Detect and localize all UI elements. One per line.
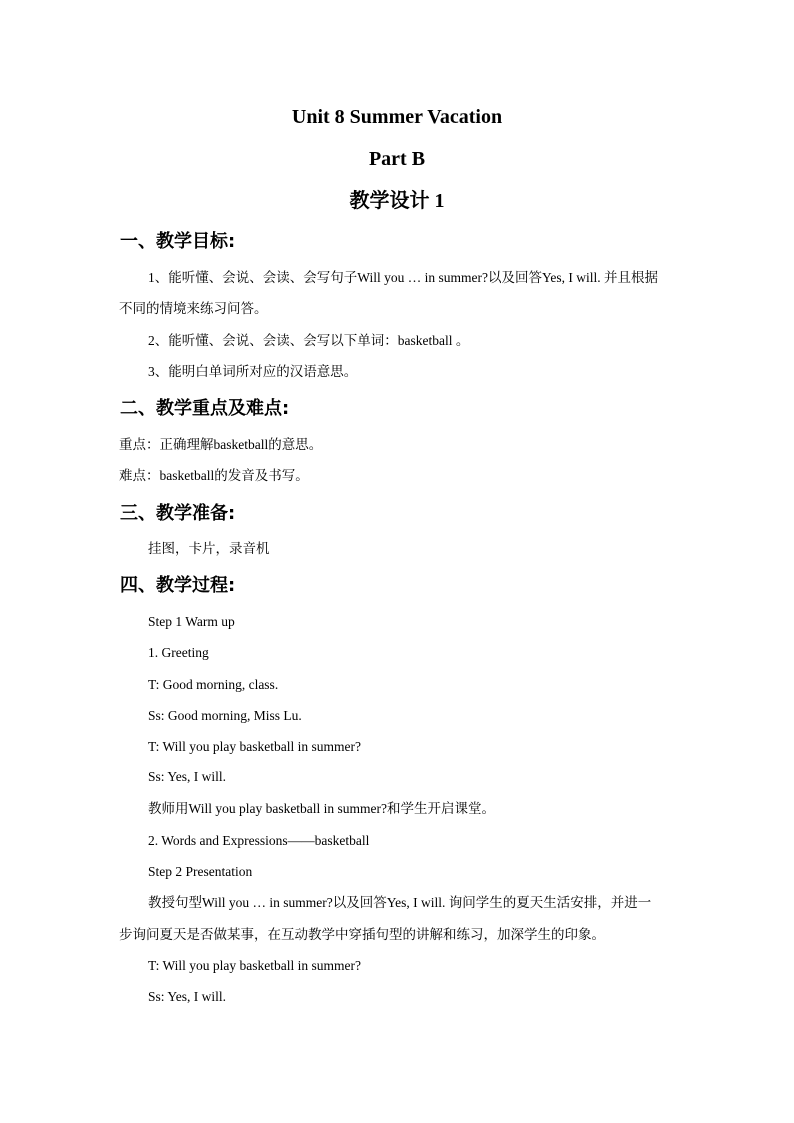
process-line: Step 1 Warm up [148,614,235,629]
process-line: T: Will you play basketball in summer? [148,739,361,754]
process-line: Ss: Yes, I will. [148,769,227,784]
process-line: 1. Greeting [148,645,209,660]
process-line: Ss: Yes, I will. [148,989,227,1004]
document-title: Unit 8 Summer Vacation [291,106,503,128]
objective-1-line-1: 1、能听懂、会说、会读、会写句子Will you … in summer?以及回答Yes, I will. 并且根据 [148,270,658,285]
process-line: Step 2 Presentation [148,864,253,879]
document-subtitle-design: 教学设计 1 [349,190,445,212]
section-heading-objectives: 一、教学目标: [120,231,236,252]
process-line: T: Will you play basketball in summer? [148,958,361,973]
process-line: 2. Words and Expressions——basketball [148,833,370,848]
section-heading-preparation: 三、教学准备: [120,503,236,524]
objective-3: 3、能明白单词所对应的汉语意思。 [148,364,358,379]
preparation-items: 挂图，卡片，录音机 [148,541,270,556]
process-line: 教授句型Will you … in summer?以及回答Yes, I will. 询问学生的夏天生活安排，并进一 [148,895,652,910]
section-heading-key-points: 二、教学重点及难点: [120,398,290,419]
key-point: 重点：正确理解basketball的意思。 [119,437,323,452]
process-line: 教师用Will you play basketball in summer?和学生开启课堂。 [148,801,496,816]
process-line: 步询问夏天是否做某事，在互动教学中穿插句型的讲解和练习，加深学生的印象。 [119,927,605,942]
objective-1-line-2: 不同的情境来练习问答。 [119,301,268,316]
process-line: T: Good morning, class. [148,677,279,692]
section-heading-process: 四、教学过程: [120,575,236,596]
process-line: Ss: Good morning, Miss Lu. [148,708,302,723]
difficult-point: 难点：basketball的发音及书写。 [119,468,309,483]
objective-2: 2、能听懂、会说、会读、会写以下单词：basketball 。 [148,333,470,348]
document-subtitle-part: Part B [368,148,426,170]
